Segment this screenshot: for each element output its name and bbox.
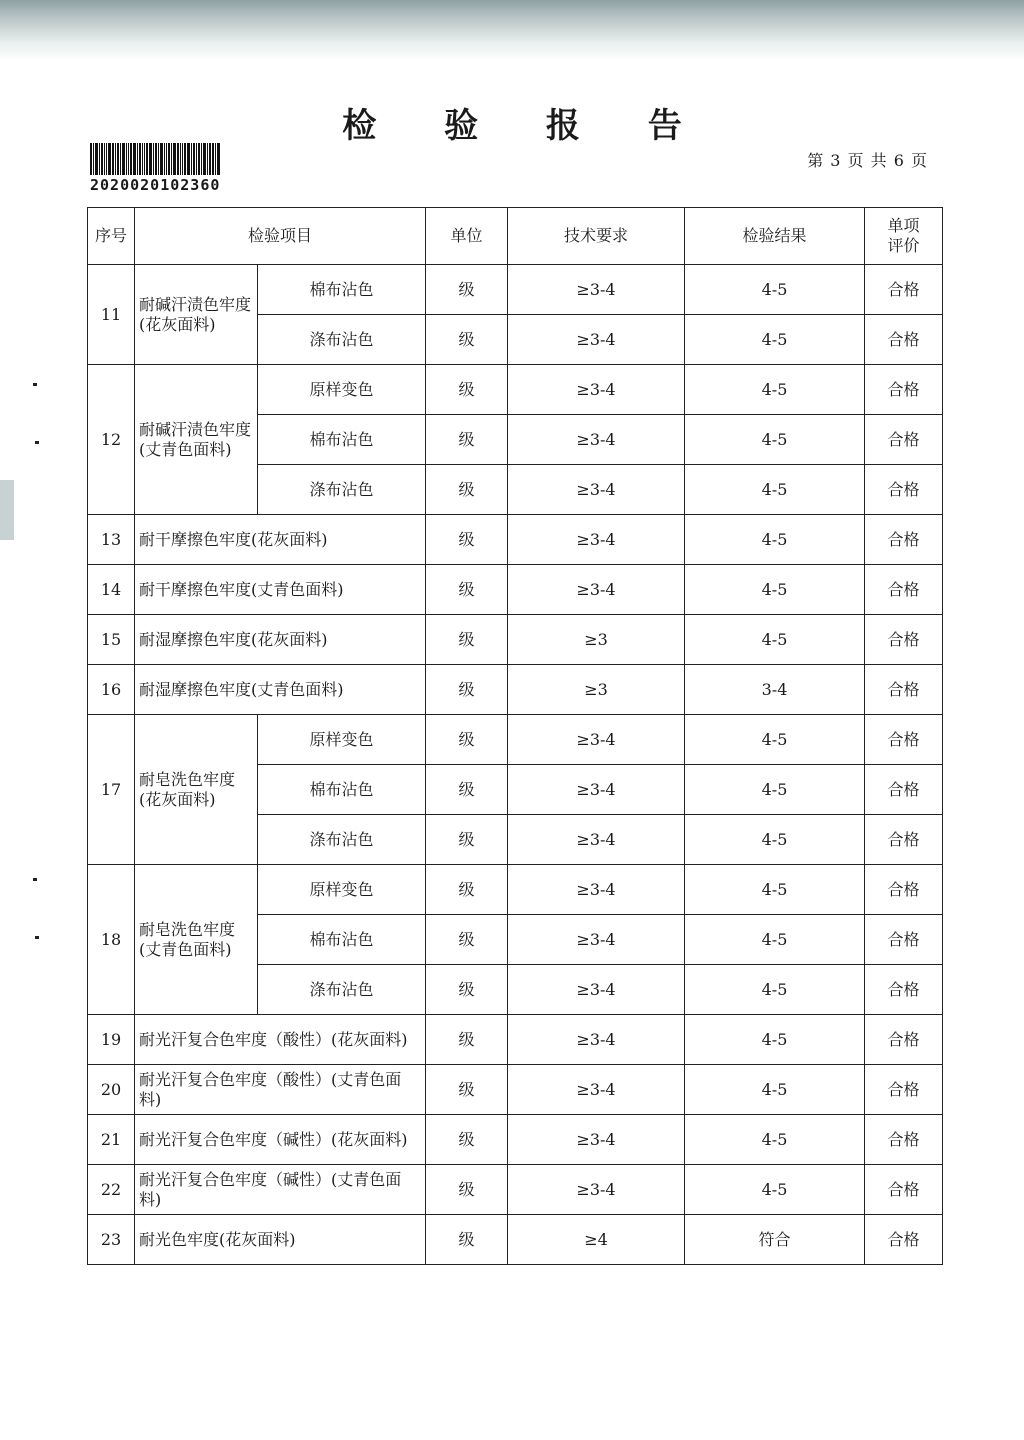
row-requirement: ≥3-4	[508, 765, 685, 815]
table-row	[88, 715, 943, 765]
row-requirement: ≥3-4	[508, 465, 685, 515]
row-result: 4-5	[685, 415, 865, 465]
row-subitem: 棉布沾色	[258, 765, 426, 815]
row-result: 4-5	[685, 915, 865, 965]
row-evaluation: 合格	[865, 1165, 943, 1215]
row-item: 耐皂洗色牢度(花灰面料)	[135, 715, 258, 865]
row-evaluation: 合格	[865, 715, 943, 765]
row-seq: 23	[88, 1215, 135, 1265]
row-item: 耐光汗复合色牢度（酸性）(花灰面料)	[135, 1015, 426, 1065]
row-seq: 21	[88, 1115, 135, 1165]
row-requirement: ≥3-4	[508, 715, 685, 765]
row-unit: 级	[426, 815, 508, 865]
table-row	[88, 565, 943, 615]
row-unit: 级	[426, 865, 508, 915]
table-row	[88, 1215, 943, 1265]
row-evaluation: 合格	[865, 915, 943, 965]
header-evaluation: 单项评价	[865, 208, 943, 265]
row-result: 4-5	[685, 865, 865, 915]
row-seq: 22	[88, 1165, 135, 1215]
row-unit: 级	[426, 915, 508, 965]
row-seq: 20	[88, 1065, 135, 1115]
row-evaluation: 合格	[865, 365, 943, 415]
row-result: 4-5	[685, 365, 865, 415]
report-title: 检 验 报 告	[342, 106, 710, 146]
table-header-row	[88, 208, 943, 265]
row-evaluation: 合格	[865, 1215, 943, 1265]
scan-speck	[33, 878, 37, 881]
row-requirement: ≥3	[508, 615, 685, 665]
row-unit: 级	[426, 715, 508, 765]
row-result: 4-5	[685, 965, 865, 1015]
table-row	[88, 865, 943, 915]
row-unit: 级	[426, 965, 508, 1015]
header-seq: 序号	[88, 208, 135, 265]
row-unit: 级	[426, 1015, 508, 1065]
row-subitem: 原样变色	[258, 865, 426, 915]
row-evaluation: 合格	[865, 565, 943, 615]
row-subitem: 涤布沾色	[258, 815, 426, 865]
row-seq: 13	[88, 515, 135, 565]
row-requirement: ≥3	[508, 665, 685, 715]
row-result: 4-5	[685, 515, 865, 565]
scan-left-edge	[0, 480, 14, 540]
table-row	[88, 1015, 943, 1065]
row-requirement: ≥3-4	[508, 965, 685, 1015]
row-evaluation: 合格	[865, 1065, 943, 1115]
row-item: 耐光色牢度(花灰面料)	[135, 1215, 426, 1265]
header-item: 检验项目	[135, 208, 426, 265]
row-subitem: 原样变色	[258, 365, 426, 415]
row-seq: 14	[88, 565, 135, 615]
table-row	[88, 265, 943, 315]
row-item: 耐光汗复合色牢度（酸性）(丈青色面料)	[135, 1065, 426, 1115]
row-item: 耐皂洗色牢度(丈青色面料)	[135, 865, 258, 1015]
page-number: 第 3 页 共 6 页	[807, 151, 928, 170]
table-row	[88, 1165, 943, 1215]
row-result: 4-5	[685, 715, 865, 765]
scan-top-edge	[0, 0, 1024, 60]
row-unit: 级	[426, 465, 508, 515]
row-unit: 级	[426, 515, 508, 565]
row-seq: 19	[88, 1015, 135, 1065]
row-item: 耐干摩擦色牢度(花灰面料)	[135, 515, 426, 565]
row-unit: 级	[426, 565, 508, 615]
row-result: 4-5	[685, 1165, 865, 1215]
table-row	[88, 665, 943, 715]
row-seq: 11	[88, 265, 135, 365]
header-requirement: 技术要求	[508, 208, 685, 265]
row-requirement: ≥3-4	[508, 1065, 685, 1115]
row-result: 4-5	[685, 1065, 865, 1115]
row-unit: 级	[426, 1215, 508, 1265]
row-evaluation: 合格	[865, 765, 943, 815]
row-result: 4-5	[685, 765, 865, 815]
row-evaluation: 合格	[865, 665, 943, 715]
row-unit: 级	[426, 265, 508, 315]
row-subitem: 棉布沾色	[258, 265, 426, 315]
row-evaluation: 合格	[865, 315, 943, 365]
row-result: 4-5	[685, 265, 865, 315]
row-unit: 级	[426, 415, 508, 465]
row-item: 耐光汗复合色牢度（碱性）(丈青色面料)	[135, 1165, 426, 1215]
row-evaluation: 合格	[865, 1115, 943, 1165]
row-unit: 级	[426, 1165, 508, 1215]
row-result: 3-4	[685, 665, 865, 715]
row-result: 4-5	[685, 815, 865, 865]
row-seq: 15	[88, 615, 135, 665]
row-item: 耐湿摩擦色牢度(花灰面料)	[135, 615, 426, 665]
row-requirement: ≥3-4	[508, 1015, 685, 1065]
table-row	[88, 1115, 943, 1165]
row-unit: 级	[426, 1115, 508, 1165]
row-evaluation: 合格	[865, 415, 943, 465]
row-item: 耐碱汗渍色牢度(丈青色面料)	[135, 365, 258, 515]
barcode-graphic	[90, 143, 250, 175]
header-result: 检验结果	[685, 208, 865, 265]
row-result: 符合	[685, 1215, 865, 1265]
row-evaluation: 合格	[865, 965, 943, 1015]
row-unit: 级	[426, 315, 508, 365]
row-requirement: ≥3-4	[508, 815, 685, 865]
row-unit: 级	[426, 665, 508, 715]
row-requirement: ≥3-4	[508, 1165, 685, 1215]
row-result: 4-5	[685, 1015, 865, 1065]
table-body	[88, 265, 943, 1265]
row-result: 4-5	[685, 315, 865, 365]
row-unit: 级	[426, 765, 508, 815]
table-row	[88, 365, 943, 415]
row-requirement: ≥3-4	[508, 915, 685, 965]
row-unit: 级	[426, 615, 508, 665]
barcode-number: 2020020102360	[90, 176, 221, 194]
row-unit: 级	[426, 365, 508, 415]
row-evaluation: 合格	[865, 1015, 943, 1065]
row-subitem: 涤布沾色	[258, 315, 426, 365]
row-unit: 级	[426, 1065, 508, 1115]
row-evaluation: 合格	[865, 515, 943, 565]
row-seq: 12	[88, 365, 135, 515]
scan-speck	[35, 441, 39, 444]
row-subitem: 棉布沾色	[258, 415, 426, 465]
row-requirement: ≥4	[508, 1215, 685, 1265]
row-requirement: ≥3-4	[508, 415, 685, 465]
table-row	[88, 615, 943, 665]
row-subitem: 棉布沾色	[258, 915, 426, 965]
row-requirement: ≥3-4	[508, 315, 685, 365]
row-evaluation: 合格	[865, 815, 943, 865]
row-subitem: 涤布沾色	[258, 965, 426, 1015]
row-evaluation: 合格	[865, 465, 943, 515]
header-unit: 单位	[426, 208, 508, 265]
row-evaluation: 合格	[865, 615, 943, 665]
row-seq: 18	[88, 865, 135, 1015]
row-item: 耐湿摩擦色牢度(丈青色面料)	[135, 665, 426, 715]
row-seq: 17	[88, 715, 135, 865]
table-row	[88, 1065, 943, 1115]
row-item: 耐干摩擦色牢度(丈青色面料)	[135, 565, 426, 615]
row-seq: 16	[88, 665, 135, 715]
row-requirement: ≥3-4	[508, 1115, 685, 1165]
row-requirement: ≥3-4	[508, 365, 685, 415]
row-result: 4-5	[685, 565, 865, 615]
row-requirement: ≥3-4	[508, 565, 685, 615]
row-requirement: ≥3-4	[508, 865, 685, 915]
scan-speck	[35, 936, 39, 939]
row-item: 耐光汗复合色牢度（碱性）(花灰面料)	[135, 1115, 426, 1165]
row-requirement: ≥3-4	[508, 515, 685, 565]
row-result: 4-5	[685, 615, 865, 665]
scan-speck	[33, 383, 37, 386]
inspection-table	[87, 207, 943, 1265]
row-requirement: ≥3-4	[508, 265, 685, 315]
row-subitem: 涤布沾色	[258, 465, 426, 515]
row-result: 4-5	[685, 465, 865, 515]
row-result: 4-5	[685, 1115, 865, 1165]
row-subitem: 原样变色	[258, 715, 426, 765]
row-evaluation: 合格	[865, 265, 943, 315]
row-evaluation: 合格	[865, 865, 943, 915]
table-row	[88, 515, 943, 565]
row-item: 耐碱汗渍色牢度(花灰面料)	[135, 265, 258, 365]
